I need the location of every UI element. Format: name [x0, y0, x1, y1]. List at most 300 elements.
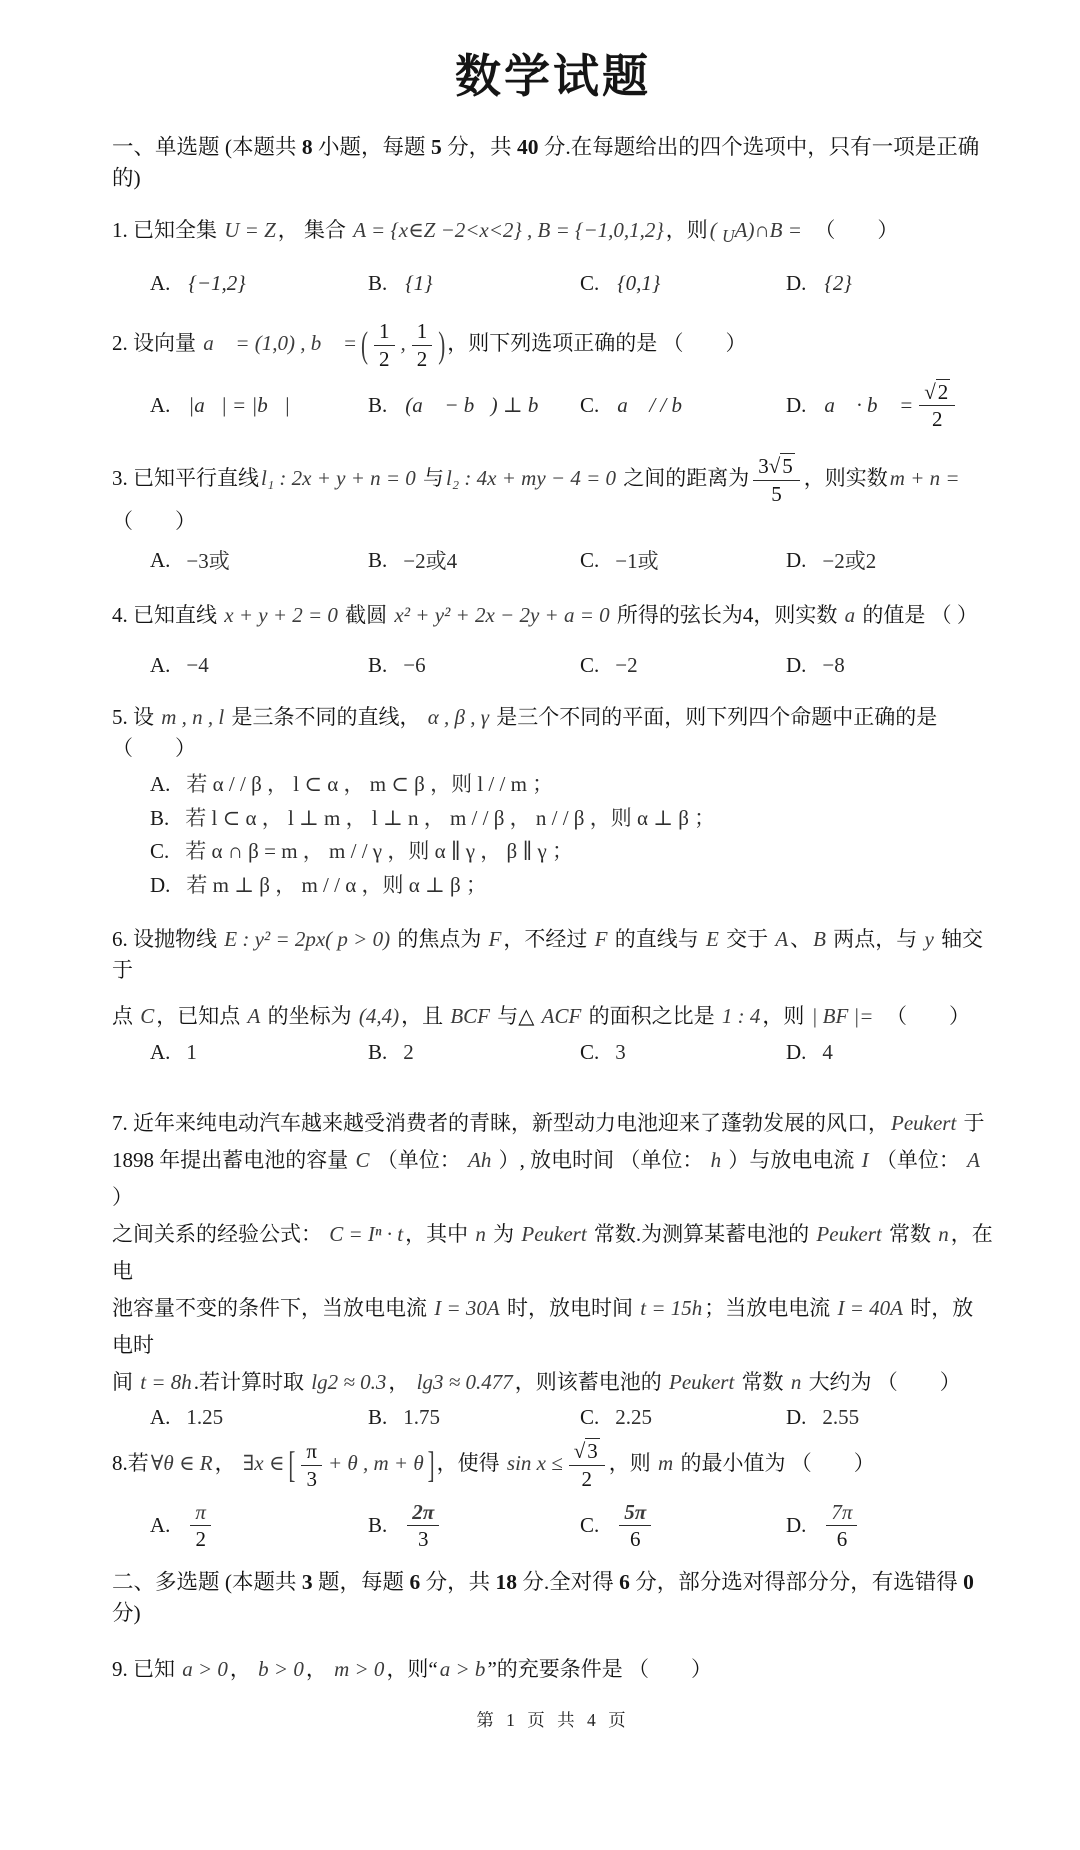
- option-label: A.: [150, 393, 171, 418]
- complement-paren: (: [709, 218, 723, 242]
- stem-math: Peukert: [816, 1222, 882, 1247]
- stem-text: 7. 近年来纯电动汽车越来越受消费者的青睐，新型动力电池迎来了蓬勃发展的风口，: [112, 1111, 889, 1136]
- question-5-stem: [112, 702, 994, 764]
- option-value: {0,1}: [617, 271, 661, 296]
- stem-text: ，使得: [436, 1451, 505, 1476]
- option-value: 4: [822, 1040, 833, 1065]
- option-label: C.: [580, 653, 600, 678]
- heading-number: 18: [495, 1569, 517, 1594]
- stem-math: [708, 218, 804, 247]
- heading-number: 6: [409, 1569, 421, 1594]
- option-label: D.: [786, 547, 807, 572]
- heading-text: 小题，每题: [312, 135, 431, 159]
- section-2-heading: [112, 1565, 994, 1627]
- fraction: [753, 455, 800, 505]
- option-label: C.: [580, 393, 600, 418]
- stem-math: U = Z: [224, 218, 276, 242]
- question-7-options: [150, 1405, 994, 1430]
- stem-text: ，则: [608, 1451, 657, 1476]
- heading-number: 5: [430, 135, 442, 159]
- option-value: a⃗ · b⃗ =: [824, 393, 914, 418]
- stem-math: E: [706, 927, 719, 952]
- option-value: 若 m ⊥ β ， m / / α ，则 α ⊥ β ；: [186, 872, 487, 897]
- stem-text: 的坐标为: [262, 1004, 357, 1029]
- stem-math: b > 0: [258, 1656, 304, 1681]
- question-6-options: [150, 1040, 994, 1065]
- stem-math: (4,4): [358, 1004, 400, 1029]
- answer-blank: （ ）: [803, 218, 899, 242]
- stem-text: 之间的距离为: [618, 465, 750, 490]
- fraction: [619, 1501, 651, 1551]
- question-7-line-1: [112, 1105, 994, 1142]
- option-label: D.: [786, 1405, 807, 1430]
- option-label: D.: [786, 393, 807, 418]
- fraction-denominator: 3: [306, 1466, 317, 1491]
- question-1-stem: [112, 214, 994, 247]
- stem-math: E : y² = 2px( p > 0): [224, 927, 391, 952]
- stem-math: x² + y² + 2x − 2y + a = 0: [394, 603, 610, 628]
- question-3-stem: [112, 455, 994, 535]
- heading-number: 8: [301, 135, 313, 159]
- stem-text: ，在电: [112, 1222, 993, 1284]
- stem-text: 2. 设向量: [112, 331, 202, 356]
- fraction: [407, 1501, 439, 1551]
- option-label: D.: [786, 271, 807, 296]
- fraction-denominator: 2: [379, 346, 390, 371]
- stem-math: C: [355, 1148, 370, 1173]
- option-b: [368, 1040, 580, 1065]
- question-7-line-3: [112, 1216, 994, 1290]
- stem-math: lg3 ≈ 0.477: [416, 1370, 513, 1395]
- question-6-stem-line-1: [112, 924, 994, 986]
- stem-math: a > 0: [182, 1656, 228, 1681]
- option-value: −6: [403, 653, 426, 678]
- stem-math: m: [658, 1451, 674, 1476]
- stem-math: h: [710, 1148, 722, 1173]
- option-label: B.: [368, 1040, 388, 1065]
- option-value: 1.25: [186, 1405, 224, 1430]
- option-d: [786, 271, 994, 296]
- stem-math: Ah: [468, 1148, 492, 1173]
- option-label: B.: [368, 547, 388, 572]
- stem-math: Peukert: [521, 1222, 587, 1247]
- stem-text: ）与放电电流: [723, 1148, 860, 1173]
- fraction-denominator: 6: [836, 1527, 848, 1552]
- fraction-denominator: 2: [416, 346, 428, 371]
- stem-text: 3. 已知平行直线: [112, 465, 259, 490]
- option-label: B.: [368, 1405, 388, 1430]
- stem-math: n: [790, 1370, 802, 1395]
- answer-blank: （ ）: [875, 1004, 970, 1029]
- option-label: B.: [368, 653, 388, 678]
- option-c: [580, 1405, 786, 1430]
- fraction: [412, 320, 433, 370]
- question-4-stem: [112, 599, 994, 629]
- option-value: 若 α ∩ β = m ， m / / γ ，则 α ∥ γ ， β ∥ γ ；: [185, 839, 573, 864]
- option-b: [368, 1501, 580, 1551]
- stem-text: 交于: [720, 927, 774, 952]
- option-value: 1.75: [403, 1405, 441, 1430]
- fraction-denominator: 2: [581, 1466, 593, 1491]
- stem-math: sin x ≤: [506, 1451, 563, 1476]
- option-label: A.: [150, 547, 171, 572]
- option-label: A.: [150, 271, 171, 296]
- stem-text: （单位：: [371, 1148, 467, 1173]
- stem-math: Peukert: [669, 1370, 735, 1395]
- stem-text: ，则该蓄电池的: [514, 1370, 668, 1395]
- stem-math: n: [475, 1222, 486, 1247]
- radicand: 2: [937, 379, 949, 404]
- option-value: −2或2: [822, 549, 877, 574]
- option-label: C.: [580, 1040, 600, 1065]
- stem-text: 、: [790, 927, 812, 952]
- option-b: [150, 802, 994, 836]
- answer-blank: 是三个不同的平面，则下列四个命题中正确的是 （ ）: [112, 705, 938, 761]
- stem-text: ；当放电电流: [704, 1296, 836, 1321]
- option-value: −1或: [615, 549, 659, 574]
- stem-math: Peukert: [891, 1111, 957, 1136]
- option-label: C.: [150, 839, 170, 864]
- option-label: B.: [150, 805, 170, 830]
- question-8-stem: [112, 1440, 994, 1490]
- stem-text: 4. 已知直线: [112, 603, 223, 628]
- heading-number: 0: [963, 1569, 974, 1594]
- option-value: a⃗ / / b⃗: [617, 393, 699, 418]
- close-paren: ): [438, 323, 446, 366]
- option-value: 3: [615, 1040, 626, 1065]
- option-value: −2: [615, 653, 638, 678]
- stem-text: ，: [388, 1370, 415, 1395]
- option-value: (a⃗ − b⃗) ⊥ b⃗: [405, 393, 555, 418]
- option-a: [150, 1405, 368, 1430]
- stem-text: 时，放电时: [112, 1296, 974, 1358]
- option-a: [150, 545, 368, 575]
- stem-math: ∃x ∈: [242, 1451, 285, 1476]
- fraction-numerator: [919, 381, 955, 407]
- option-value: −8: [822, 653, 845, 678]
- question-8-options: [150, 1501, 994, 1551]
- option-label: A.: [150, 1040, 171, 1065]
- stem-math: lg2 ≈ 0.3: [311, 1370, 387, 1395]
- option-c: [580, 271, 786, 296]
- stem-text: 与: [417, 465, 445, 490]
- option-value: 2.55: [822, 1405, 860, 1430]
- fraction: [374, 320, 395, 370]
- option-value: −4: [186, 653, 209, 678]
- option-value: |a⃗| = |b⃗|: [188, 393, 290, 418]
- option-label: D.: [786, 1040, 807, 1065]
- fraction-numerator: π: [301, 1440, 322, 1466]
- option-a: [150, 271, 368, 296]
- fraction-numerator: 7π: [826, 1501, 857, 1527]
- stem-text: 1. 已知全集: [112, 218, 223, 242]
- fraction-numerator: [569, 1440, 605, 1466]
- stem-math: ACF: [541, 1004, 582, 1029]
- stem-text: 5. 设: [112, 705, 160, 730]
- heading-number: 3: [301, 1569, 313, 1594]
- stem-math: + θ , m + θ: [328, 1451, 424, 1476]
- fraction-denominator: 5: [771, 481, 782, 506]
- option-a: [150, 1501, 368, 1551]
- option-label: A.: [150, 1405, 171, 1430]
- fraction: [301, 1440, 322, 1490]
- stem-math: BCF: [450, 1004, 491, 1029]
- option-label: C.: [580, 1405, 600, 1430]
- page-title: 数学试题: [455, 51, 651, 102]
- stem-math: ∀θ ∈ R: [150, 1451, 213, 1476]
- stem-text: 常数: [883, 1222, 937, 1247]
- option-label: B.: [368, 1513, 388, 1538]
- stem-math: a > b: [439, 1656, 486, 1681]
- option-label: C.: [580, 271, 600, 296]
- heading-text: 二、多选题 (本题共: [112, 1569, 302, 1594]
- option-c: [580, 545, 786, 575]
- option-label: D.: [786, 1513, 807, 1538]
- option-d: [786, 1405, 994, 1430]
- option-d: [786, 653, 994, 678]
- fraction-numerator: 1: [412, 320, 433, 346]
- answer-blank: ”的充要条件是 （ ）: [487, 1656, 713, 1681]
- stem-math: F: [594, 927, 608, 952]
- stem-math: y: [924, 927, 934, 952]
- heading-number: 40: [516, 135, 539, 159]
- complement-subscript: U: [722, 226, 735, 247]
- heading-text: 分，共: [420, 1569, 496, 1594]
- heading-text: 分，部分选对得部分分，有选错得: [629, 1569, 964, 1594]
- question-7-line-5: [112, 1364, 994, 1401]
- fraction-denominator: 2: [195, 1527, 206, 1552]
- stem-text: ，: [214, 1451, 241, 1476]
- stem-text: 于: [958, 1111, 985, 1136]
- stem-text: 为: [487, 1222, 520, 1247]
- question-7-line-4: [112, 1290, 994, 1364]
- stem-text: .若计算时取: [193, 1370, 310, 1395]
- option-c: [150, 835, 994, 869]
- stem-text: 1898 年提出蓄电池的容量: [112, 1148, 354, 1173]
- stem-math: A)∩B =: [734, 218, 802, 242]
- stem-text: 的面积之比是: [583, 1004, 720, 1029]
- fraction-numerator: 2π: [407, 1501, 439, 1527]
- heading-number: 6: [619, 1569, 630, 1594]
- option-label: D.: [150, 872, 171, 897]
- option-a: [150, 393, 368, 418]
- option-b: [368, 545, 580, 575]
- option-value: {1}: [405, 271, 433, 296]
- fraction-denominator: 2: [932, 407, 943, 432]
- option-d: [786, 381, 994, 431]
- option-value: −2或4: [403, 549, 458, 574]
- stem-text: （单位：: [870, 1148, 966, 1173]
- question-7-stem: [112, 1105, 994, 1401]
- stem-text: 两点，与: [827, 927, 923, 952]
- stem-math: F: [488, 927, 502, 952]
- stem-text: ，且: [401, 1004, 449, 1029]
- stem-math: m > 0: [334, 1656, 385, 1681]
- stem-text: 截圆: [339, 603, 393, 628]
- question-2-stem: [112, 320, 994, 370]
- stem-math: B: [813, 927, 826, 952]
- option-d: [150, 869, 994, 903]
- stem-text: ，: [305, 1656, 333, 1681]
- option-d: [786, 1501, 994, 1551]
- stem-math: m + n =: [889, 465, 960, 490]
- option-value: −3或: [186, 549, 230, 574]
- heading-text: 一、单选题 (本题共: [112, 135, 302, 159]
- stem-math: A: [775, 927, 789, 952]
- option-a: [150, 1040, 368, 1065]
- answer-blank: 的值是 （ ）: [857, 603, 978, 628]
- radical-sign: √: [768, 453, 781, 478]
- option-label: B.: [368, 271, 388, 296]
- heading-text: 分.在每题给出的四个选项中，只有一项是正确的): [112, 135, 980, 190]
- option-b: [368, 1405, 580, 1430]
- stem-text: 的直线与: [609, 927, 704, 952]
- stem-text: 与△: [492, 1004, 540, 1029]
- option-label: A.: [150, 1513, 171, 1538]
- option-d: [786, 545, 994, 575]
- stem-math: I = 30A: [434, 1296, 500, 1321]
- question-2-options: [150, 381, 994, 431]
- stem-text: ，则“: [386, 1656, 438, 1681]
- stem-math: A: [247, 1004, 261, 1029]
- fraction-denominator: 3: [418, 1527, 429, 1552]
- option-d: [786, 1040, 994, 1065]
- option-value: 2.25: [615, 1405, 653, 1430]
- stem-text: ，则: [762, 1004, 810, 1029]
- stem-text: 6. 设抛物线: [112, 927, 223, 952]
- question-9-stem: [112, 1653, 994, 1683]
- option-b: [368, 271, 580, 296]
- stem-math: x + y + 2 = 0: [224, 603, 338, 628]
- option-c: [580, 653, 786, 678]
- heading-text: 分.全对得: [516, 1569, 620, 1594]
- stem-text: ，则实数: [803, 465, 888, 490]
- open-paren: (: [361, 323, 368, 366]
- stem-math: 1 : 4: [721, 1004, 761, 1029]
- option-label: B.: [368, 393, 388, 418]
- option-label: A.: [150, 653, 171, 678]
- question-4-options: [150, 653, 994, 678]
- fraction-denominator: 6: [630, 1527, 641, 1552]
- stem-math: t = 15h: [640, 1296, 703, 1321]
- stem-text: 8.若: [112, 1451, 149, 1476]
- stem-math: I = 40A: [837, 1296, 904, 1321]
- stem-math: l₁ : 2x + y + n = 0: [261, 465, 416, 490]
- stem-text: 时，放电时间: [501, 1296, 639, 1321]
- heading-text: 题，每题: [312, 1569, 410, 1594]
- stem-text: ）, 放电时间 （单位：: [493, 1148, 709, 1173]
- radicand: 5: [782, 453, 793, 478]
- stem-math: A = {x∈Z −2<x<2} , B = {−1,0,1,2}: [353, 218, 664, 242]
- stem-text: ， 集合: [277, 218, 352, 242]
- stem-math: I: [861, 1148, 869, 1173]
- option-c: [580, 393, 786, 418]
- option-b: [368, 393, 580, 418]
- stem-text: ，则: [665, 218, 708, 242]
- open-bracket: [: [288, 1443, 296, 1486]
- stem-text: ，则下列选项正确的是 （ ）: [447, 331, 747, 356]
- option-b: [368, 653, 580, 678]
- stem-math: m , n , l: [161, 705, 225, 730]
- question-1-options: [150, 271, 994, 296]
- fraction-numerator: 1: [374, 320, 395, 346]
- radical-sign: √: [924, 379, 936, 404]
- stem-text: 间: [112, 1370, 139, 1395]
- stem-text: 之间关系的经验公式：: [112, 1222, 328, 1247]
- option-label: D.: [786, 653, 807, 678]
- option-label: C.: [580, 1513, 600, 1538]
- coefficient: 3: [758, 453, 769, 478]
- fraction-numerator: π: [190, 1501, 211, 1527]
- stem-text: 点: [112, 1004, 139, 1029]
- stem-text: 9. 已知: [112, 1656, 181, 1681]
- stem-text: ，其中: [405, 1222, 474, 1247]
- option-value: 若 l ⊂ α ， l ⊥ m ， l ⊥ n ， m / / β ， n / / β ，则 α ⊥ β ；: [185, 805, 716, 830]
- option-value: {−1,2}: [188, 271, 246, 296]
- heading-text: 分): [112, 1600, 141, 1625]
- stem-text: 是三条不同的直线，: [226, 705, 426, 730]
- section-1-heading: [112, 130, 994, 192]
- radical-sign: √: [573, 1439, 586, 1464]
- answer-blank: 的最小值为 （ ）: [675, 1451, 875, 1476]
- option-value: 若 α / / β ， l ⊂ α ， m ⊂ β ，则 l / / m ；: [186, 772, 554, 797]
- option-c: [580, 1501, 786, 1551]
- answer-blank: （ ）: [112, 465, 983, 534]
- stem-math: C: [140, 1004, 155, 1029]
- stem-text: 所得的弦长为4，则实数: [611, 603, 843, 628]
- stem-math: n: [938, 1222, 949, 1247]
- fraction: [569, 1440, 605, 1490]
- option-a: [150, 653, 368, 678]
- stem-text: 常数.为测算某蓄电池的: [588, 1222, 815, 1247]
- stem-math: C = Iⁿ · t: [329, 1222, 404, 1247]
- fraction-numerator: 5π: [619, 1501, 651, 1527]
- comma: ,: [400, 331, 406, 356]
- page-number-footer: 第 1 页 共 4 页: [476, 1709, 630, 1730]
- option-value: 2: [403, 1040, 414, 1065]
- question-3-options: [150, 545, 994, 575]
- option-value: {2}: [824, 271, 852, 296]
- stem-text: 轴交于: [112, 927, 984, 983]
- option-value: 1: [186, 1040, 197, 1065]
- stem-text: 的焦点为: [392, 927, 487, 952]
- stem-math: t = 8h: [140, 1370, 192, 1395]
- stem-text: ）: [112, 1185, 133, 1210]
- stem-text: ，: [229, 1656, 257, 1681]
- stem-text: ，已知点: [156, 1004, 246, 1029]
- option-a: [150, 768, 994, 802]
- stem-math: A: [967, 1148, 980, 1173]
- stem-text: 池容量不变的条件下，当放电电流: [112, 1296, 433, 1321]
- stem-math: α , β , γ: [427, 705, 490, 730]
- fraction-numerator: [753, 455, 800, 481]
- radicand: 3: [587, 1439, 598, 1464]
- stem-math: l₂ : 4x + my − 4 = 0: [446, 465, 616, 490]
- question-7-line-2: [112, 1142, 994, 1216]
- fraction: [826, 1501, 857, 1551]
- fraction: [919, 381, 955, 431]
- stem-math: | BF |=: [811, 1004, 874, 1029]
- stem-math: a⃗ = (1,0) , b⃗ =: [203, 331, 357, 356]
- question-6-stem-line-2: [112, 1001, 994, 1032]
- option-c: [580, 1040, 786, 1065]
- fraction: [190, 1501, 211, 1551]
- option-label: A.: [150, 772, 171, 797]
- stem-math: a: [844, 603, 856, 628]
- answer-blank: 大约为 （ ）: [803, 1370, 961, 1395]
- question-5: [112, 702, 994, 902]
- stem-text: ，不经过: [503, 927, 593, 952]
